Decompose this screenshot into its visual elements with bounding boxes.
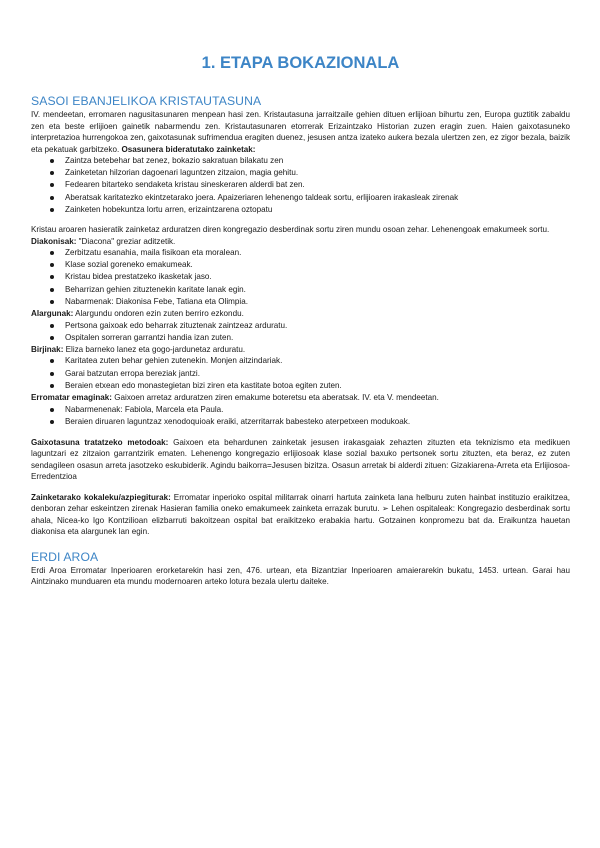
kokalekua-text: Erromatar inperioko ospital militarrak oinarri hartuta zainketa lana helburu zuten hainbat instituzio eraikitzea, denboran zehar eskeintzen zirenak Hasieran familia oneko emakumeek zainketa errazak burutu. ➢ Lehen ospitaleak: Kongregazio desberdinak sortu ahala, Nicea-ko Igo Kontzilioan elizbarruti bakoitzean ospital bat eraikitzeko erabakia hartu. Gotzainen konpromezu bat da. Eraikuntza hauetan diakonisa eta alargunek lan egin. [31,492,570,537]
list-item: Karitatea zuten behar gehien zutenekin. Monjen aitzindariak. [65,355,570,367]
diakonisak-list [31,247,570,308]
section-heading-erdi-aroa: ERDI AROA [31,549,99,564]
birjinak-list [31,355,570,392]
kokalekua-paragraph [31,492,570,538]
metodoak-paragraph [31,437,570,483]
erromatar-list [31,404,570,428]
list-item: Beraien etxean edo monastegietan bizi ziren eta kastitate botoa egiten zuten. [65,380,570,392]
list-item: Pertsona gaixoak edo beharrak zituztenak zaintzeaz arduratu. [65,320,570,332]
erdi-aroa-paragraph: Erdi Aroa Erromatar Inperioaren erorketarekin hasi zen, 476. urtean, eta Bizantziar Inperioaren amaierarekin bukatu, 1453. urtean. Garai hau Aintzinako munduaren eta mundu modernoaren arteko lotura bezala ulertu daiteke. [31,565,570,587]
diakonisak-text: "Diacona" greziar aditzetik. [76,236,176,246]
section-heading-sasoi-ebanjelikoa: SASOI EBANJELIKOA KRISTAUTASUNA [31,94,262,108]
alargunak-paragraph [31,308,570,320]
list-item: Garai batzutan erropa bereziak jantzi. [65,368,570,380]
list-item: Zerbitzatu esanahia, maila fisikoan eta moralean. [65,247,570,259]
list-item: Fedearen bitarteko sendaketa kristau sineskeraren alderdi bat zen. [65,179,570,191]
list-item: Nabarmenak: Diakonisa Febe, Tatiana eta Olimpia. [65,296,570,308]
list-item: Beraien diruaren laguntzaz xenodoquioak eraiki, atzerritarrak babesteko aterpetxeen modukoak. [65,416,570,428]
erromatar-text: Gaixoen arretaz arduratzen ziren emakume boteretsu eta aberatsak. IV. eta V. mendeetan. [111,393,439,403]
metodoak-label: Gaixotasuna tratatzeko metodoak: [31,437,169,447]
birjinak-paragraph [31,344,570,356]
alargunak-list [31,320,570,344]
list-item: Zainketen hobekuntza lortu arren, erizaintzarena oztopatu [65,204,570,216]
list-item: Klase sozial goreneko emakumeak. [65,259,570,271]
metodoak-text: Gaixoen eta behardunen zainketak jesusen irakasgaiak zehazten zituzten eta teknizismo eta medikuen laguntzari ez zitzaion garrantzirik ematen. Lehenengo kongregazio erlijiosoak klase sozial baxuko pertsonek sortu zituzten, eta beraz, ez zuten sendagileen osasun arreta jasotzeko eskubiderik. Agindu baikorra=Jesusen bizitza. Osasun arretak bi alderdi zituen: Gizakiarena-Arreta eta Erlijiosoa-Erredentzioa [31,437,570,482]
intro-paragraph [31,109,570,155]
birjinak-text: Eliza barneko lanez eta gogo-jardunetaz arduratu. [63,344,246,354]
list-item: Beharrizan gehien zituztenekin karitate lanak egin. [65,284,570,296]
intro-text: IV. mendeetan, erromaren nagusitasunaren menpean hasi zen. Kristautasuna jarraitzaile gehien dituen erlijioan bihurtu zen, Europa guztitik zabaldu zen eta beste erlijioen gainetik nabarmendu zen. Kristautasunaren etorrerak Erizaintzako Historian zuzen eragin zuen. Haien gaixotasuneko interpretazioa hurrengokoa zen, gaixotasunak sufrimendua eragiten duenez, jesusen antza izateko aukera bezala ulertzen zen, ez zigor bezala, baizik eta pekatuak garbitzeko. [31,110,570,154]
bases-list [31,155,570,216]
alargunak-text: Alargundu ondoren ezin zuten berriro ezkondu. [73,309,244,319]
list-item: Zainketetan hilzorian dagoenari laguntzen zitzaion, magia gehitu. [65,167,570,179]
diakonisak-paragraph [31,236,570,248]
alargunak-label: Alargunak: [31,309,74,319]
list-item: Aberatsak karitatezko ekintzetarako joera. Apaizeriaren lehenengo taldeak sortu, erlijioaren irakasleak zirenak [65,192,570,204]
erromatar-paragraph [31,392,570,404]
list-item: Zaintza betebehar bat zenez, bokazio sakratuan bilakatu zen [65,155,570,167]
page-title: 1. ETAPA BOKAZIONALA [201,54,400,72]
kokalekua-label: Zainketarako kokaleku/azpiegiturak: [31,492,171,502]
birjinak-label: Birjinak: [31,344,64,354]
list-item: Ospitalen sorreran garrantzi handia izan zuten. [65,332,570,344]
list-item: Nabarmenenak: Fabiola, Marcela eta Paula. [65,404,570,416]
erromatar-label: Erromatar emaginak: [31,393,112,403]
diakonisak-label: Diakonisak: [31,236,77,246]
list-item: Kristau bidea prestatzeko ikasketak jaso. [65,271,570,283]
bases-label: Osasunera bideratutako zainketak: [121,144,256,154]
congregations-paragraph: Kristau aroaren hasieratik zainketaz arduratzen diren kongregazio desberdinak sortu ziren mundu osoan zehar. Lehenengoak emakumeek sortu. [31,225,550,235]
